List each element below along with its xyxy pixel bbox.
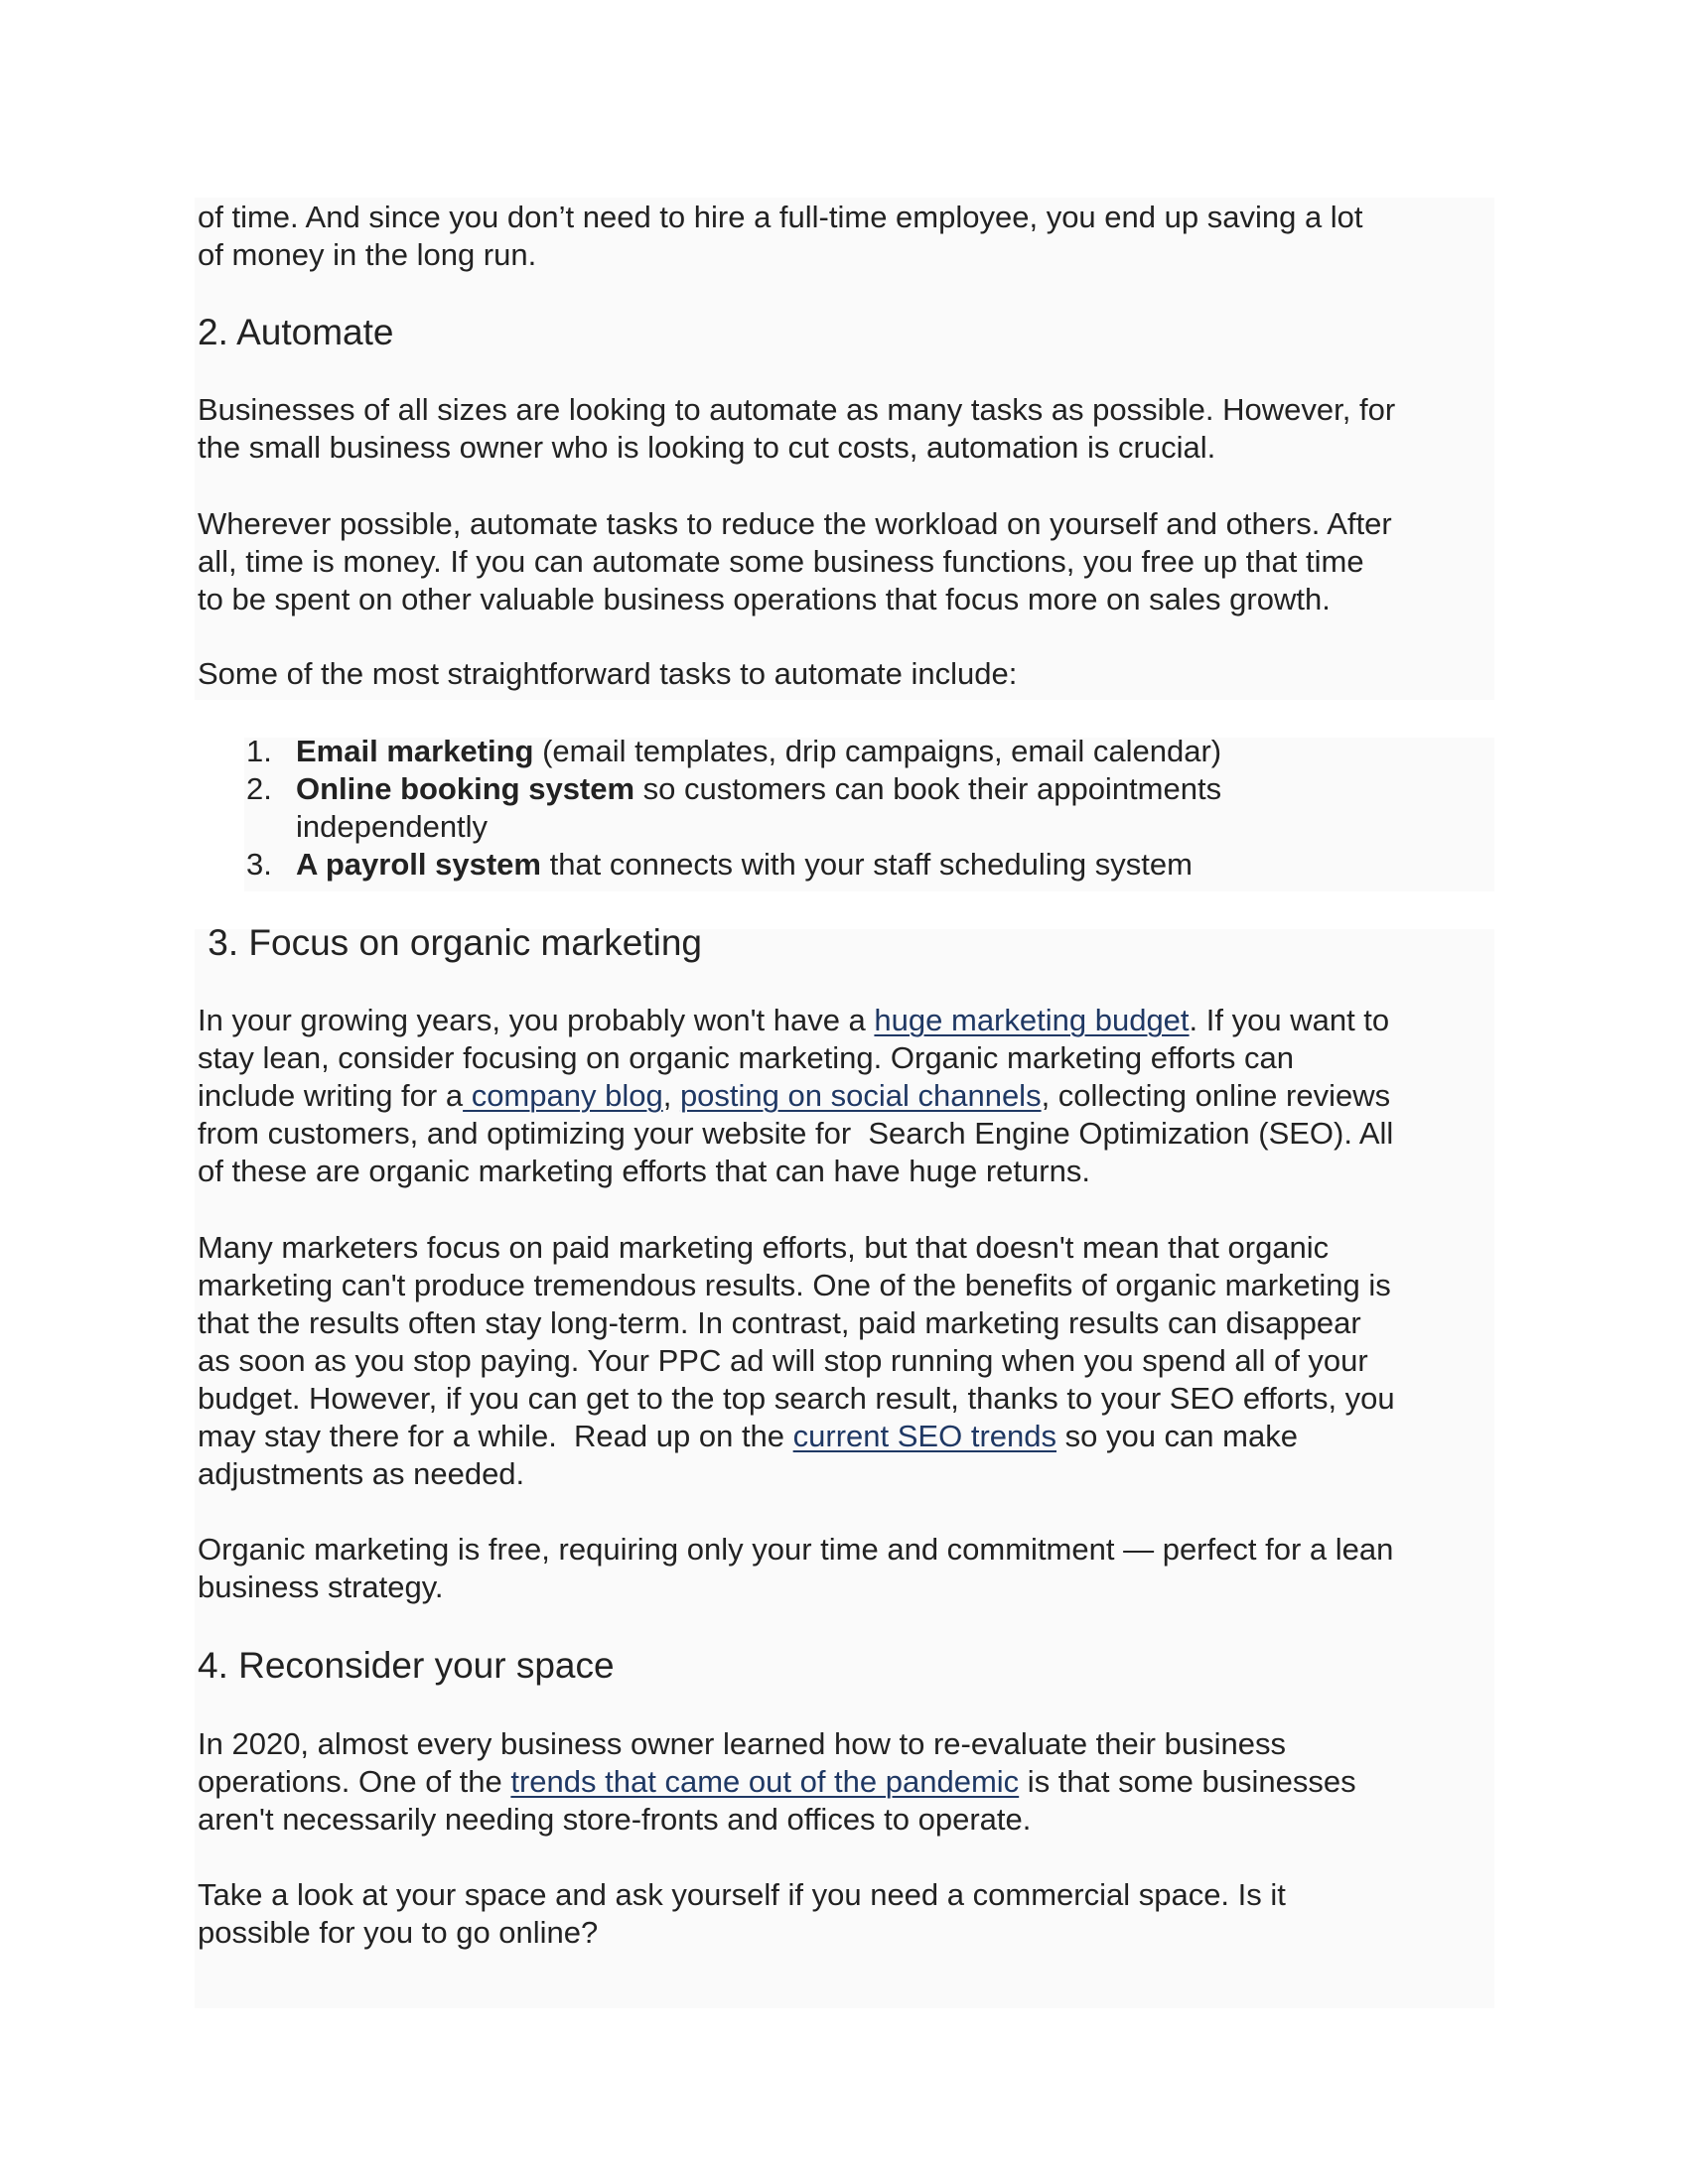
list-number: 3. <box>246 847 272 882</box>
list-item-text <box>296 846 1193 884</box>
text-fragment: operations. One of the <box>198 1764 511 1799</box>
text-fragment: is that some businesses <box>1019 1764 1356 1799</box>
text-line: adjustments as needed. <box>198 1456 525 1491</box>
list-number: 2. <box>246 771 272 806</box>
link-company-blog[interactable]: company blog <box>463 1078 663 1113</box>
text-line <box>198 1418 1498 1455</box>
text-fragment: , <box>662 1078 680 1113</box>
text-line: marketing can't produce tremendous results. One of the benefits of organic marketing is <box>198 1268 1391 1302</box>
text-line: budget. However, if you can get to the top search result, thanks to your SEO efforts, you <box>198 1381 1395 1416</box>
text-line: Wherever possible, automate tasks to reduce the workload on yourself and others. After <box>198 506 1392 541</box>
text-line: of money in the long run. <box>198 237 537 272</box>
list-item-bold: Online booking system <box>296 771 635 806</box>
text-line: that the results often stay long-term. In contrast, paid marketing results can disappear <box>198 1305 1361 1340</box>
link-trends-from-pandemic[interactable]: trends that came out of the pandemic <box>510 1764 1020 1799</box>
list-item-rest: (email templates, drip campaigns, email calendar) <box>533 734 1222 768</box>
intro-paragraph <box>198 199 1498 274</box>
text-line: possible for you to go online? <box>198 1915 599 1950</box>
paragraph-commercial-space <box>198 1876 1498 1952</box>
list-number: 1. <box>246 734 272 768</box>
text-line: In 2020, almost every business owner learned how to re-evaluate their business <box>198 1726 1286 1761</box>
paragraph-paid-vs-organic <box>198 1229 1498 1493</box>
text-line: aren't necessarily needing store-fronts and offices to operate. <box>198 1802 1032 1837</box>
section-heading-reconsider-space: 4. Reconsider your space <box>198 1645 615 1686</box>
text-line: Organic marketing is free, requiring only your time and commitment — perfect for a lean <box>198 1532 1394 1567</box>
text-line: Many marketers focus on paid marketing efforts, but that doesn't mean that organic <box>198 1230 1330 1265</box>
link-huge-marketing-budget[interactable]: huge marketing budget <box>874 1003 1190 1037</box>
link-current-seo-trends[interactable]: current SEO trends <box>792 1419 1056 1453</box>
text-fragment: so you can make <box>1056 1419 1298 1453</box>
paragraph-organic-free <box>198 1531 1498 1606</box>
text-line: of these are organic marketing efforts that can have huge returns. <box>198 1154 1090 1188</box>
text-line: business strategy. <box>198 1570 444 1604</box>
text-line: of time. And since you don’t need to hire a full-time employee, you end up saving a lot <box>198 200 1363 234</box>
text-fragment: may stay there for a while. Read up on the <box>198 1419 793 1453</box>
text-line: stay lean, consider focusing on organic marketing. Organic marketing efforts can <box>198 1040 1294 1075</box>
text-line: Take a look at your space and ask yourself if you need a commercial space. Is it <box>198 1877 1286 1912</box>
text-line: from customers, and optimizing your website for Search Engine Optimization (SEO). All <box>198 1116 1394 1151</box>
text-line: to be spent on other valuable business operations that focus more on sales growth. <box>198 582 1331 616</box>
text-line: the small business owner who is looking to cut costs, automation is crucial. <box>198 430 1216 465</box>
paragraph-2020-reevaluate <box>198 1725 1498 1839</box>
list-item-bold: A payroll system <box>296 847 541 882</box>
text-fragment: include writing for a <box>198 1078 464 1113</box>
paragraph-automate-tasks <box>198 655 1498 693</box>
text-fragment: , collecting online reviews <box>1041 1078 1391 1113</box>
text-line <box>198 1002 1498 1039</box>
text-line: Businesses of all sizes are looking to automate as many tasks as possible. However, for <box>198 392 1396 427</box>
text-fragment: . If you want to <box>1189 1003 1390 1037</box>
list-item-text <box>296 733 1221 770</box>
list-item-continuation-text: independently <box>296 809 489 844</box>
text-line <box>198 1763 1498 1801</box>
paragraph-organic-intro <box>198 1002 1498 1190</box>
section-heading-automate: 2. Automate <box>198 312 394 352</box>
list-item-text <box>296 770 1221 808</box>
text-line: as soon as you stop paying. Your PPC ad will stop running when you spend all of your <box>198 1343 1368 1378</box>
list-item-bold: Email marketing <box>296 734 534 768</box>
text-line: Some of the most straightforward tasks to automate include: <box>198 656 1018 691</box>
list-item-rest: that connects with your staff scheduling system <box>540 847 1193 882</box>
paragraph-automate-wherever <box>198 505 1498 618</box>
text-line: all, time is money. If you can automate some business functions, you free up that time <box>198 544 1364 579</box>
text-fragment: In your growing years, you probably won't have a <box>198 1003 875 1037</box>
paragraph-automate-intro <box>198 391 1498 467</box>
text-line <box>198 1077 1498 1115</box>
section-heading-organic-marketing: 3. Focus on organic marketing <box>198 922 702 963</box>
list-item-rest: so customers can book their appointments <box>634 771 1222 806</box>
link-posting-on-social-channels[interactable]: posting on social channels <box>679 1078 1042 1113</box>
